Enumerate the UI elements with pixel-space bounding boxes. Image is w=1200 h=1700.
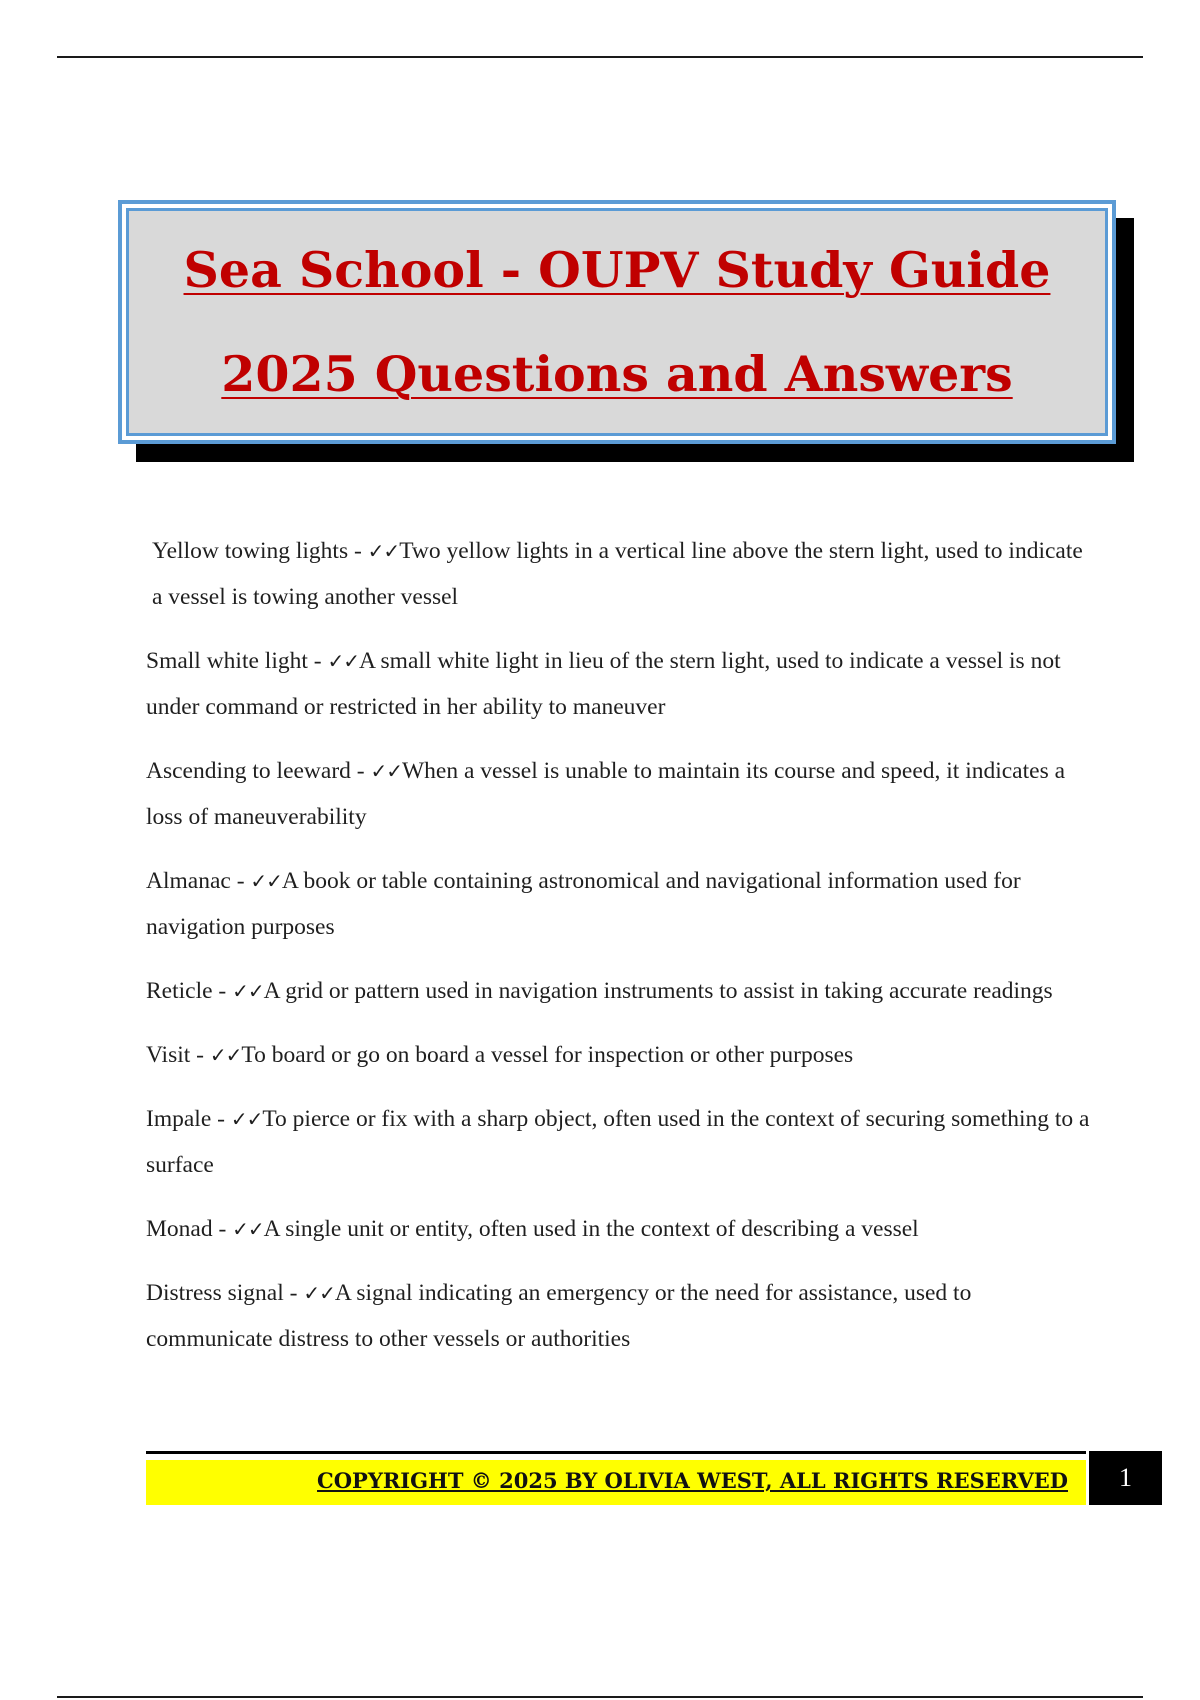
- double-check-icon: ✓✓: [230, 1107, 263, 1131]
- qa-item: [146, 1032, 1096, 1078]
- double-check-icon: ✓✓: [303, 1281, 335, 1305]
- qa-definition: A book or table containing astronomical and navigational information used for navigation purposes: [146, 868, 1021, 940]
- qa-term: Almanac -: [146, 868, 251, 894]
- qa-term: Small white light -: [146, 648, 328, 674]
- qa-list: [146, 528, 1096, 1380]
- double-check-icon: ✓✓: [367, 539, 400, 563]
- qa-item: [146, 748, 1096, 840]
- double-check-icon: ✓✓: [370, 759, 402, 783]
- double-check-icon: ✓✓: [327, 649, 359, 673]
- footer-bar: [146, 1460, 1086, 1505]
- qa-item: [146, 1270, 1096, 1362]
- qa-term: Impale -: [146, 1106, 231, 1132]
- qa-term: Yellow towing lights -: [152, 538, 368, 564]
- qa-definition: A signal indicating an emergency or the need for assistance, used to communicate distress to other vessels or authorities: [146, 1280, 972, 1352]
- qa-term: Reticle -: [146, 978, 233, 1004]
- copyright-notice: COPYRIGHT © 2025 BY OLIVIA WEST, ALL RIGHTS RESERVED: [317, 1468, 1068, 1493]
- qa-definition: To board or go on board a vessel for inspection or other purposes: [241, 1042, 854, 1068]
- qa-definition: A small white light in lieu of the stern light, used to indicate a vessel is not under command or restricted in her ability to maneuver: [146, 648, 1061, 720]
- qa-definition: Two yellow lights in a vertical line above the stern light, used to indicate a vessel is towing another vessel: [152, 538, 1083, 610]
- qa-definition: A grid or pattern used in navigation instruments to assist in taking accurate readings: [263, 978, 1053, 1004]
- top-rule: [57, 56, 1143, 58]
- page-number: 1: [1089, 1451, 1162, 1505]
- document-title-line-1: Sea School - OUPV Study Guide: [183, 241, 1051, 299]
- qa-item: [146, 1206, 1096, 1252]
- double-check-icon: ✓✓: [209, 1043, 242, 1067]
- qa-term: Distress signal -: [146, 1280, 304, 1306]
- qa-term: Visit -: [146, 1042, 210, 1068]
- qa-definition: To pierce or fix with a sharp object, often used in the context of securing something to a surface: [146, 1106, 1090, 1178]
- qa-item: [146, 968, 1096, 1014]
- qa-definition: When a vessel is unable to maintain its course and speed, it indicates a loss of maneuverability: [146, 758, 1066, 830]
- double-check-icon: ✓✓: [232, 979, 264, 1003]
- double-check-icon: ✓✓: [232, 1217, 264, 1241]
- qa-definition: A single unit or entity, often used in the context of describing a vessel: [263, 1216, 919, 1242]
- bottom-rule: [57, 1696, 1143, 1698]
- document-title-line-2: 2025 Questions and Answers: [221, 345, 1013, 403]
- qa-item: [146, 638, 1096, 730]
- qa-item: [146, 1096, 1096, 1188]
- footer-rule: [146, 1451, 1086, 1454]
- title-banner-fill: [129, 211, 1105, 433]
- title-banner: [118, 200, 1116, 444]
- qa-term: Ascending to leeward -: [146, 758, 371, 784]
- double-check-icon: ✓✓: [250, 869, 282, 893]
- qa-item: [146, 858, 1096, 950]
- qa-item: [146, 528, 1096, 620]
- qa-term: Monad -: [146, 1216, 233, 1242]
